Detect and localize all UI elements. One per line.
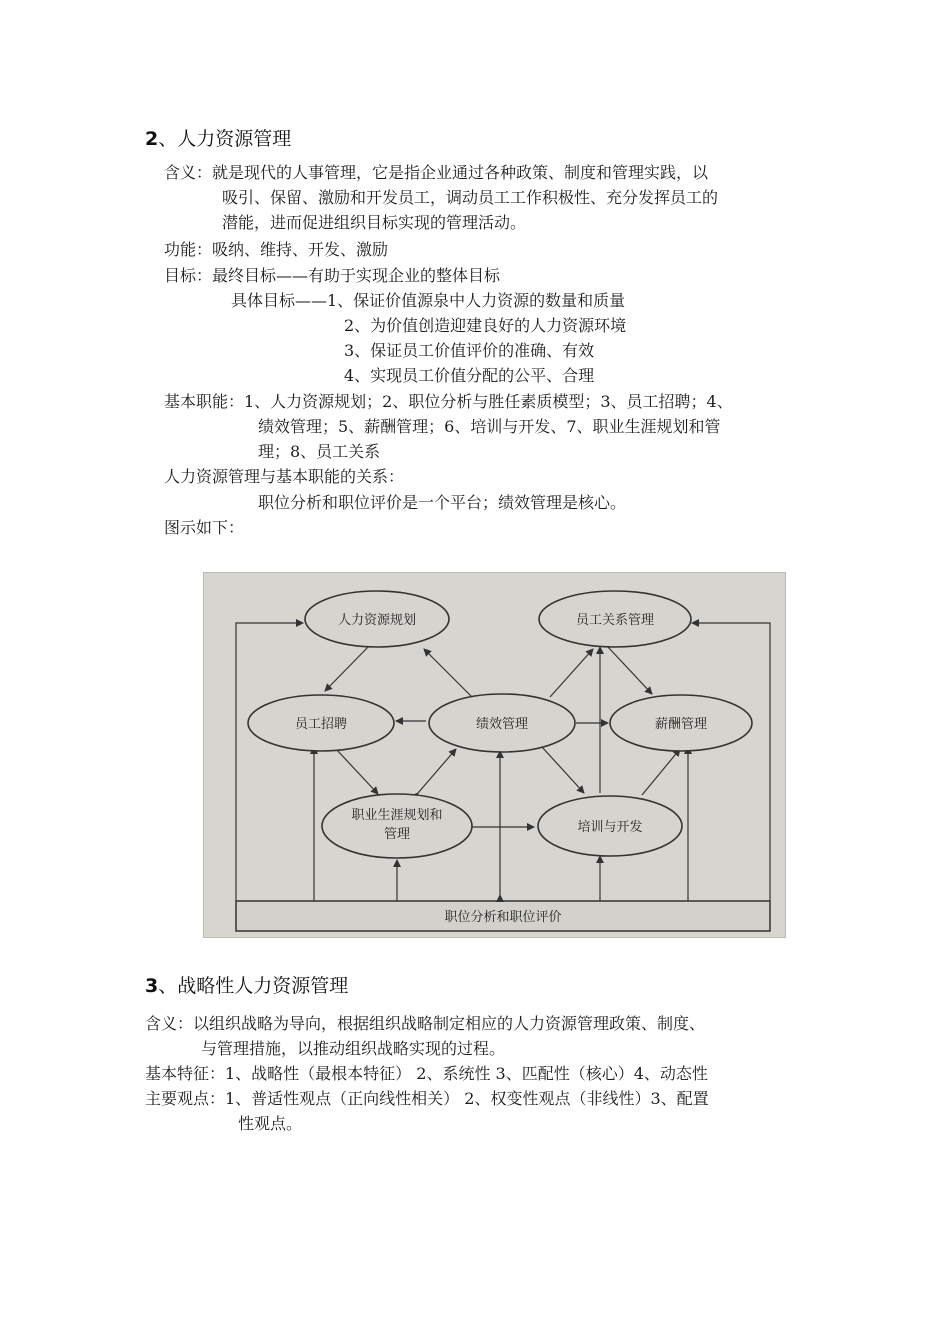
node-career-label-2: 管理	[383, 827, 411, 842]
s3-meaning-line-2: 与管理措施，以推动组织战略实现的过程。	[201, 1039, 506, 1058]
performance-to-planning	[424, 649, 472, 697]
performance-to-relations	[550, 649, 593, 697]
section-2-title: 、人力资源管理	[158, 128, 292, 150]
s3-views-line-1: 主要观点：1、普适性观点（正向线性相关） 2、权变性观点（非线性）3、配置	[145, 1089, 709, 1108]
performance-training-link	[542, 747, 584, 793]
section-2-heading	[145, 124, 291, 151]
hr-functions-diagram	[203, 572, 786, 938]
section-3-heading	[145, 971, 348, 998]
node-recruitment-label: 员工招聘	[294, 717, 348, 732]
goal-line: 目标：最终目标——有助于实现企业的整体目标	[164, 266, 501, 285]
s3-meaning-line-1: 含义：以组织战略为导向，根据组织战略制定相应的人力资源管理政策、制度、	[145, 1014, 706, 1033]
node-training-label: 培训与开发	[577, 820, 643, 835]
career-performance-link	[418, 749, 456, 793]
basic-functions-line-1: 基本职能：1、人力资源规划；2、职位分析与胜任素质模型；3、员工招聘；4、	[164, 392, 733, 411]
s3-views-line-2: 性观点。	[238, 1114, 303, 1133]
basic-functions-line-2: 绩效管理；5、薪酬管理；6、培训与开发、7、职业生涯规划和管	[258, 417, 721, 436]
relation-title: 人力资源管理与基本职能的关系：	[164, 467, 405, 486]
section-3-number: 3	[145, 975, 159, 997]
node-career-label-1: 职业生涯规划和	[351, 808, 443, 823]
relation-text: 职位分析和职位评价是一个平台；绩效管理是核心。	[258, 493, 627, 512]
outer-right-line	[692, 623, 770, 901]
node-performance-label: 绩效管理	[475, 717, 529, 732]
function-line: 功能：吸纳、维持、开发、激励	[164, 240, 389, 259]
section-2-number: 2	[145, 128, 159, 150]
node-career	[322, 794, 472, 858]
specific-goal-4: 4、实现员工价值分配的公平、合理	[344, 366, 595, 385]
outer-left-line	[236, 623, 303, 901]
s3-features-line: 基本特征：1、战略性（最根本特征） 2、系统性 3、匹配性（核心）4、动态性	[145, 1064, 708, 1083]
node-hr-planning-label: 人力资源规划	[337, 613, 417, 628]
planning-to-recruitment	[325, 645, 370, 691]
diagram-svg	[204, 573, 785, 937]
recruitment-to-career	[336, 749, 378, 794]
meaning-line-2: 吸引、保留、激励和开发员工，调动员工工作积极性、充分发挥员工的	[222, 188, 719, 207]
section-3-title: 、战略性人力资源管理	[158, 975, 349, 997]
diagram-intro: 图示如下：	[164, 518, 245, 537]
training-to-compensation	[642, 749, 680, 795]
node-employee-relations-label: 员工关系管理	[575, 613, 655, 628]
node-compensation-label: 薪酬管理	[654, 717, 708, 732]
specific-goal-1: 具体目标——1、保证价值源泉中人力资源的数量和质量	[231, 291, 626, 310]
meaning-line-3: 潜能，进而促进组织目标实现的管理活动。	[222, 213, 527, 232]
relations-to-compensation	[607, 646, 652, 694]
meaning-line-1: 含义：就是现代的人事管理，它是指企业通过各种政策、制度和管理实践，以	[164, 163, 709, 182]
specific-goal-3: 3、保证员工价值评价的准确、有效	[344, 341, 595, 360]
basic-functions-line-3: 理；8、员工关系	[258, 442, 381, 461]
specific-goal-2: 2、为价值创造迎建良好的人力资源环境	[344, 316, 627, 335]
platform-label: 职位分析和职位评价	[444, 910, 562, 925]
